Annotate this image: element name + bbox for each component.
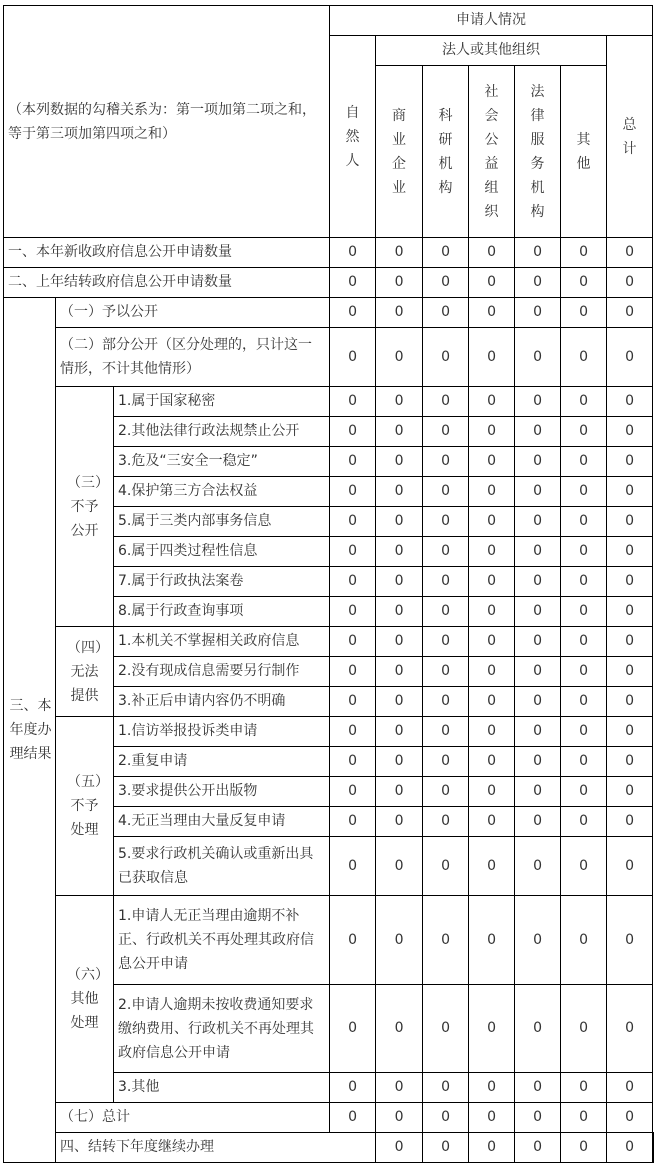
count-cell: 0 [423,1103,469,1133]
disclosure-table [3,5,654,1163]
count-cell: 0 [469,507,515,537]
count-cell: 0 [515,417,561,447]
count-cell: 0 [469,985,515,1073]
count-cell: 0 [515,747,561,777]
count-cell: 0 [376,447,423,477]
section-label: 二、上年结转政府信息公开申请数量 [4,268,330,298]
count-cell: 0 [423,837,469,896]
count-cell: 0 [561,717,607,747]
count-cell: 0 [469,417,515,447]
table-row [4,1133,654,1163]
table-row [4,1103,654,1133]
count-cell: 0 [423,747,469,777]
count-cell: 0 [330,537,376,567]
count-cell: 0 [469,837,515,896]
count-cell: 0 [330,657,376,687]
count-cell: 0 [376,417,423,447]
count-cell: 0 [376,837,423,896]
count-cell: 0 [423,477,469,507]
item-label: 5.属于三类内部事务信息 [114,507,330,537]
count-cell: 0 [423,268,469,298]
count-cell: 0 [515,537,561,567]
header-total: 总计 [607,36,653,238]
section-label: 四、结转下年度继续办理 [56,1133,376,1163]
table-row [4,387,654,417]
count-cell: 0 [469,896,515,985]
count-cell: 0 [330,477,376,507]
count-cell: 0 [607,896,653,985]
header-legal-person-group: 法人或其他组织 [376,36,607,66]
count-cell: 0 [515,328,561,387]
count-cell: 0 [515,985,561,1073]
count-cell: 0 [469,1133,515,1163]
count-cell: 0 [607,477,653,507]
count-cell: 0 [469,567,515,597]
item-label: 2.其他法律行政法规禁止公开 [114,417,330,447]
count-cell: 0 [469,328,515,387]
count-cell: 0 [330,896,376,985]
count-cell: 0 [330,807,376,837]
count-cell: 0 [423,687,469,717]
count-cell: 0 [376,1073,423,1103]
count-cell: 0 [376,298,423,328]
count-cell: 0 [423,298,469,328]
item-label: 3.其他 [114,1073,330,1103]
count-cell: 0 [469,807,515,837]
count-cell: 0 [607,537,653,567]
item-label: 7.属于行政执法案卷 [114,567,330,597]
count-cell: 0 [515,387,561,417]
table-row [4,268,654,298]
count-cell: 0 [607,747,653,777]
count-cell: 0 [469,298,515,328]
count-cell: 0 [515,1133,561,1163]
count-cell: 0 [376,328,423,387]
count-cell: 0 [561,507,607,537]
count-cell: 0 [561,807,607,837]
count-cell: 0 [515,477,561,507]
header-other: 其他 [561,66,607,238]
count-cell: 0 [607,627,653,657]
count-cell: 0 [607,687,653,717]
count-cell: 0 [515,837,561,896]
count-cell: 0 [561,328,607,387]
count-cell: 0 [423,537,469,567]
count-cell: 0 [330,1103,376,1133]
count-cell: 0 [515,627,561,657]
count-cell: 0 [330,268,376,298]
count-cell: 0 [376,537,423,567]
count-cell: 0 [423,597,469,627]
count-cell: 0 [376,268,423,298]
table-row [4,238,654,268]
group-label: （四）无法提供 [56,627,114,717]
table-row [4,328,654,387]
count-cell: 0 [607,1103,653,1133]
item-label: 2.没有现成信息需要另行制作 [114,657,330,687]
count-cell: 0 [561,1133,607,1163]
count-cell: 0 [607,597,653,627]
count-cell: 0 [330,1073,376,1103]
item-label: 4.保护第三方合法权益 [114,477,330,507]
count-cell: 0 [330,507,376,537]
header-legal-service: 法律服务机构 [515,66,561,238]
count-cell: 0 [376,687,423,717]
item-label: 3.要求提供公开出版物 [114,777,330,807]
count-cell: 0 [469,717,515,747]
count-cell: 0 [607,298,653,328]
count-cell: 0 [423,328,469,387]
count-cell: 0 [607,447,653,477]
count-cell: 0 [561,777,607,807]
count-cell: 0 [469,777,515,807]
count-cell: 0 [607,1073,653,1103]
count-cell: 0 [376,627,423,657]
group-label: （七）总计 [56,1103,330,1133]
count-cell: 0 [561,1073,607,1103]
count-cell: 0 [607,328,653,387]
count-cell: 0 [376,238,423,268]
count-cell: 0 [330,717,376,747]
count-cell: 0 [330,597,376,627]
count-cell: 0 [376,777,423,807]
count-cell: 0 [515,807,561,837]
count-cell: 0 [561,657,607,687]
count-cell: 0 [515,777,561,807]
count-cell: 0 [561,896,607,985]
count-cell: 0 [607,567,653,597]
count-cell: 0 [607,837,653,896]
count-cell: 0 [607,268,653,298]
count-cell: 0 [561,268,607,298]
count-cell: 0 [330,837,376,896]
count-cell: 0 [330,238,376,268]
count-cell: 0 [330,627,376,657]
count-cell: 0 [469,447,515,477]
count-cell: 0 [561,417,607,447]
count-cell: 0 [561,837,607,896]
count-cell: 0 [330,328,376,387]
count-cell: 0 [561,1103,607,1133]
count-cell: 0 [607,657,653,687]
count-cell: 0 [515,507,561,537]
item-label: 1.申请人无正当理由逾期不补正、行政机关不再处理其政府信息公开申请 [114,896,330,985]
header-natural-person: 自然人 [330,36,376,238]
count-cell: 0 [376,717,423,747]
count-cell: 0 [376,1103,423,1133]
count-cell: 0 [330,298,376,328]
count-cell: 0 [376,747,423,777]
count-cell: 0 [423,777,469,807]
group-label: （六）其他处理 [56,896,114,1103]
count-cell: 0 [423,507,469,537]
item-label: 2.重复申请 [114,747,330,777]
count-cell: 0 [561,238,607,268]
header-social-welfare: 社会公益组织 [469,66,515,238]
item-label: 5.要求行政机关确认或重新出具已获取信息 [114,837,330,896]
count-cell: 0 [561,477,607,507]
count-cell: 0 [469,268,515,298]
count-cell: 0 [607,507,653,537]
count-cell: 0 [469,238,515,268]
count-cell: 0 [330,777,376,807]
count-cell: 0 [330,417,376,447]
count-cell: 0 [515,298,561,328]
count-cell: 0 [423,567,469,597]
count-cell: 0 [561,687,607,717]
count-cell: 0 [469,627,515,657]
count-cell: 0 [423,417,469,447]
group-label: （一）予以公开 [56,298,330,328]
count-cell: 0 [607,1133,653,1163]
count-cell: 0 [376,657,423,687]
item-label: 8.属于行政查询事项 [114,597,330,627]
count-cell: 0 [469,657,515,687]
count-cell: 0 [376,387,423,417]
count-cell: 0 [376,567,423,597]
table-row [4,717,654,747]
item-label: 6.属于四类过程性信息 [114,537,330,567]
count-cell: 0 [376,896,423,985]
header-commercial: 商业企业 [376,66,423,238]
count-cell: 0 [469,387,515,417]
group-label: （三）不予公开 [56,387,114,627]
count-cell: 0 [607,238,653,268]
section-label: 三、本年度办理结果 [4,298,56,1163]
count-cell: 0 [469,597,515,627]
table-row [4,627,654,657]
count-cell: 0 [515,1073,561,1103]
count-cell: 0 [376,807,423,837]
header-note: （本列数据的勾稽关系为：第一项加第二项之和，等于第三项加第四项之和） [4,6,330,238]
count-cell: 0 [515,238,561,268]
count-cell: 0 [469,747,515,777]
count-cell: 0 [330,447,376,477]
count-cell: 0 [423,238,469,268]
count-cell: 0 [561,298,607,328]
count-cell: 0 [607,717,653,747]
count-cell [653,1133,654,1163]
count-cell: 0 [561,985,607,1073]
count-cell: 0 [376,597,423,627]
count-cell: 0 [607,417,653,447]
count-cell: 0 [330,687,376,717]
count-cell: 0 [515,567,561,597]
count-cell: 0 [515,447,561,477]
count-cell: 0 [330,747,376,777]
item-label: 1.属于国家秘密 [114,387,330,417]
count-cell: 0 [561,597,607,627]
count-cell: 0 [376,985,423,1073]
count-cell: 0 [423,657,469,687]
count-cell: 0 [423,807,469,837]
item-label: 4.无正当理由大量反复申请 [114,807,330,837]
count-cell: 0 [469,687,515,717]
count-cell: 0 [515,896,561,985]
count-cell: 0 [515,657,561,687]
count-cell: 0 [423,447,469,477]
count-cell: 0 [515,268,561,298]
header-research: 科研机构 [423,66,469,238]
count-cell: 0 [376,507,423,537]
count-cell: 0 [423,1073,469,1103]
count-cell: 0 [376,1133,423,1163]
table-row [4,298,654,328]
section-label: 一、本年新收政府信息公开申请数量 [4,238,330,268]
count-cell: 0 [330,567,376,597]
count-cell: 0 [376,477,423,507]
count-cell: 0 [469,537,515,567]
count-cell: 0 [561,627,607,657]
group-label: （二）部分公开（区分处理的，只计这一情形，不计其他情形） [56,328,330,387]
count-cell: 0 [515,597,561,627]
count-cell: 0 [469,477,515,507]
count-cell: 0 [423,387,469,417]
item-label: 1.信访举报投诉类申请 [114,717,330,747]
count-cell: 0 [561,747,607,777]
count-cell: 0 [423,985,469,1073]
count-cell: 0 [330,387,376,417]
item-label: 3.补正后申请内容仍不明确 [114,687,330,717]
count-cell: 0 [469,1073,515,1103]
count-cell: 0 [561,567,607,597]
item-label: 1.本机关不掌握相关政府信息 [114,627,330,657]
count-cell: 0 [423,627,469,657]
header-applicant-status: 申请人情况 [330,6,653,36]
item-label: 3.危及“三安全一稳定” [114,447,330,477]
count-cell: 0 [561,537,607,567]
count-cell: 0 [515,717,561,747]
count-cell: 0 [423,1133,469,1163]
count-cell: 0 [469,1103,515,1133]
count-cell: 0 [515,1103,561,1133]
count-cell: 0 [330,985,376,1073]
table-row [4,896,654,985]
count-cell: 0 [607,777,653,807]
count-cell: 0 [423,717,469,747]
count-cell: 0 [607,985,653,1073]
count-cell: 0 [561,387,607,417]
count-cell: 0 [515,687,561,717]
item-label: 2.申请人逾期未按收费通知要求缴纳费用、行政机关不再处理其政府信息公开申请 [114,985,330,1073]
count-cell: 0 [607,807,653,837]
count-cell: 0 [607,387,653,417]
group-label: （五）不予处理 [56,717,114,896]
count-cell: 0 [561,447,607,477]
count-cell: 0 [423,896,469,985]
